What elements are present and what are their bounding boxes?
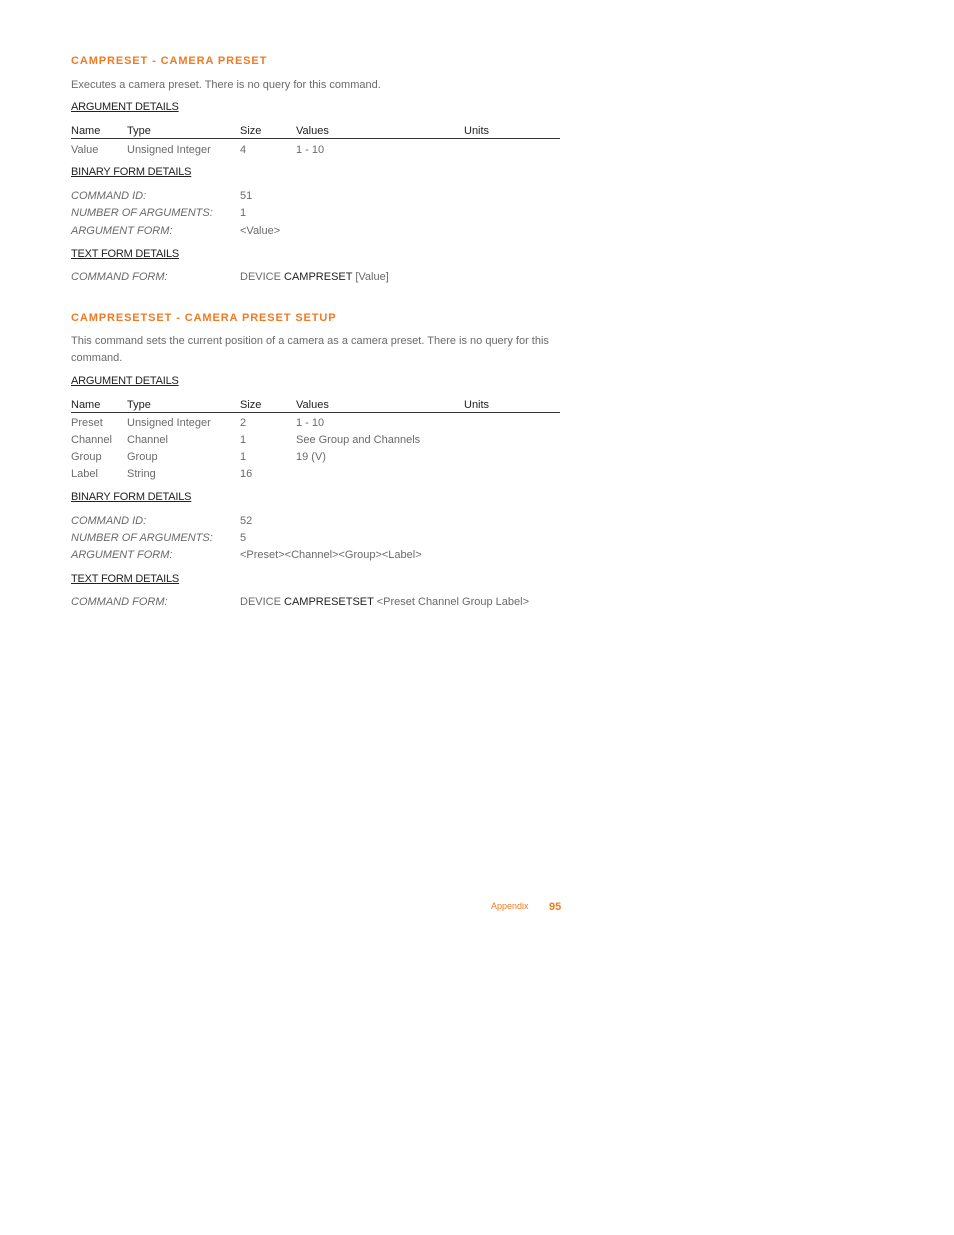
num-args-row: NUMBER OF ARGUMENTS: 1 [71, 207, 247, 219]
command-id-label: COMMAND ID [71, 515, 144, 527]
table-row [71, 417, 560, 434]
text-form-heading: TEXT FORM DETAILS [71, 573, 180, 585]
arg-form-label: ARGUMENT FORM [71, 225, 170, 237]
table-row [71, 451, 560, 468]
command-form-label: COMMAND FORM [71, 596, 165, 608]
arg-form-value: <Value> [240, 225, 281, 237]
header-units: Units [464, 399, 490, 411]
cell-name: Label [71, 468, 98, 480]
cell-values: See Group and Channels [296, 434, 421, 446]
cell-name: Value [71, 144, 99, 156]
header-size: Size [240, 125, 262, 137]
header-values: Values [296, 125, 329, 137]
num-args-value: 5 [240, 532, 247, 544]
header-name: Name [71, 125, 101, 137]
page-number: 95 [549, 901, 562, 913]
command-prefix: DEVICE [240, 596, 285, 608]
header-name: Name [71, 399, 101, 411]
header-type: Type [127, 125, 151, 137]
cell-size: 4 [240, 144, 247, 156]
num-args-label: NUMBER OF ARGUMENTS [71, 207, 210, 219]
arg-form-value: <Preset><Channel><Group><Label> [240, 549, 422, 561]
header-size: Size [240, 399, 262, 411]
num-args-value: 1 [240, 207, 247, 219]
cell-size: 2 [240, 417, 247, 429]
header-type: Type [127, 399, 151, 411]
arg-form-label: ARGUMENT FORM [71, 549, 170, 561]
argument-details-heading: ARGUMENT DETAILS [71, 101, 179, 113]
binary-form-heading: BINARY FORM DETAILS [71, 491, 192, 503]
footer-label: Appendix [491, 901, 529, 911]
command-id-label: COMMAND ID [71, 190, 144, 202]
command-suffix: <Preset Channel Group Label> [373, 596, 529, 608]
command-id-value: 51 [240, 190, 253, 202]
section-title: CAMPRESET - CAMERA PRESET [71, 55, 268, 67]
num-args-label: NUMBER OF ARGUMENTS [71, 532, 210, 544]
command-prefix: DEVICE [240, 271, 285, 283]
command-id-value: 52 [240, 515, 253, 527]
cell-type: Unsigned Integer [127, 144, 211, 156]
argument-details-heading: ARGUMENT DETAILS [71, 375, 179, 387]
command-form-row: COMMAND FORM: DEVICE CAMPRESET [Value] [71, 271, 389, 283]
cell-values: 19 (V) [296, 451, 326, 463]
text-form-heading: TEXT FORM DETAILS [71, 248, 180, 260]
cell-name: Preset [71, 417, 103, 429]
cell-size: 16 [240, 468, 253, 480]
cell-type: Channel [127, 434, 168, 446]
table-header [71, 399, 560, 413]
command-suffix: [Value] [352, 271, 389, 283]
num-args-row: NUMBER OF ARGUMENTS: 5 [71, 532, 247, 544]
cell-type: Unsigned Integer [127, 417, 211, 429]
command-form-label: COMMAND FORM [71, 271, 165, 283]
section-campresetset [71, 0, 560, 620]
table-row [71, 468, 560, 485]
cell-values: 1 - 10 [296, 144, 325, 156]
cell-name: Group [71, 451, 102, 463]
command-id-row: COMMAND ID: 52 [71, 515, 253, 527]
command-name: CAMPRESETSET [284, 596, 374, 608]
cell-type: String [127, 468, 156, 480]
header-values: Values [296, 399, 329, 411]
command-name: CAMPRESET [284, 271, 353, 283]
section-description: This command sets the current position of a camera as a camera preset. There is no query for this command. [71, 335, 549, 364]
cell-values: 1 - 10 [296, 417, 325, 429]
binary-form-heading: BINARY FORM DETAILS [71, 166, 192, 178]
cell-name: Channel [71, 434, 112, 446]
command-id-row: COMMAND ID: 51 [71, 190, 253, 202]
section-description: Executes a camera preset. There is no query for this command. [71, 79, 381, 91]
header-units: Units [464, 125, 490, 137]
cell-size: 1 [240, 451, 247, 463]
command-form-value [240, 596, 529, 608]
section-title: CAMPRESETSET - CAMERA PRESET SETUP [71, 312, 337, 324]
command-form-row: COMMAND FORM: DEVICE CAMPRESETSET <Preset Channel Group Label> [71, 596, 529, 608]
cell-type: Group [127, 451, 158, 463]
cell-size: 1 [240, 434, 247, 446]
arg-form-row: ARGUMENT FORM: <Value> [71, 225, 281, 237]
table-row [71, 434, 560, 451]
arg-form-row: ARGUMENT FORM: <Preset><Channel><Group><Label> [71, 549, 422, 561]
